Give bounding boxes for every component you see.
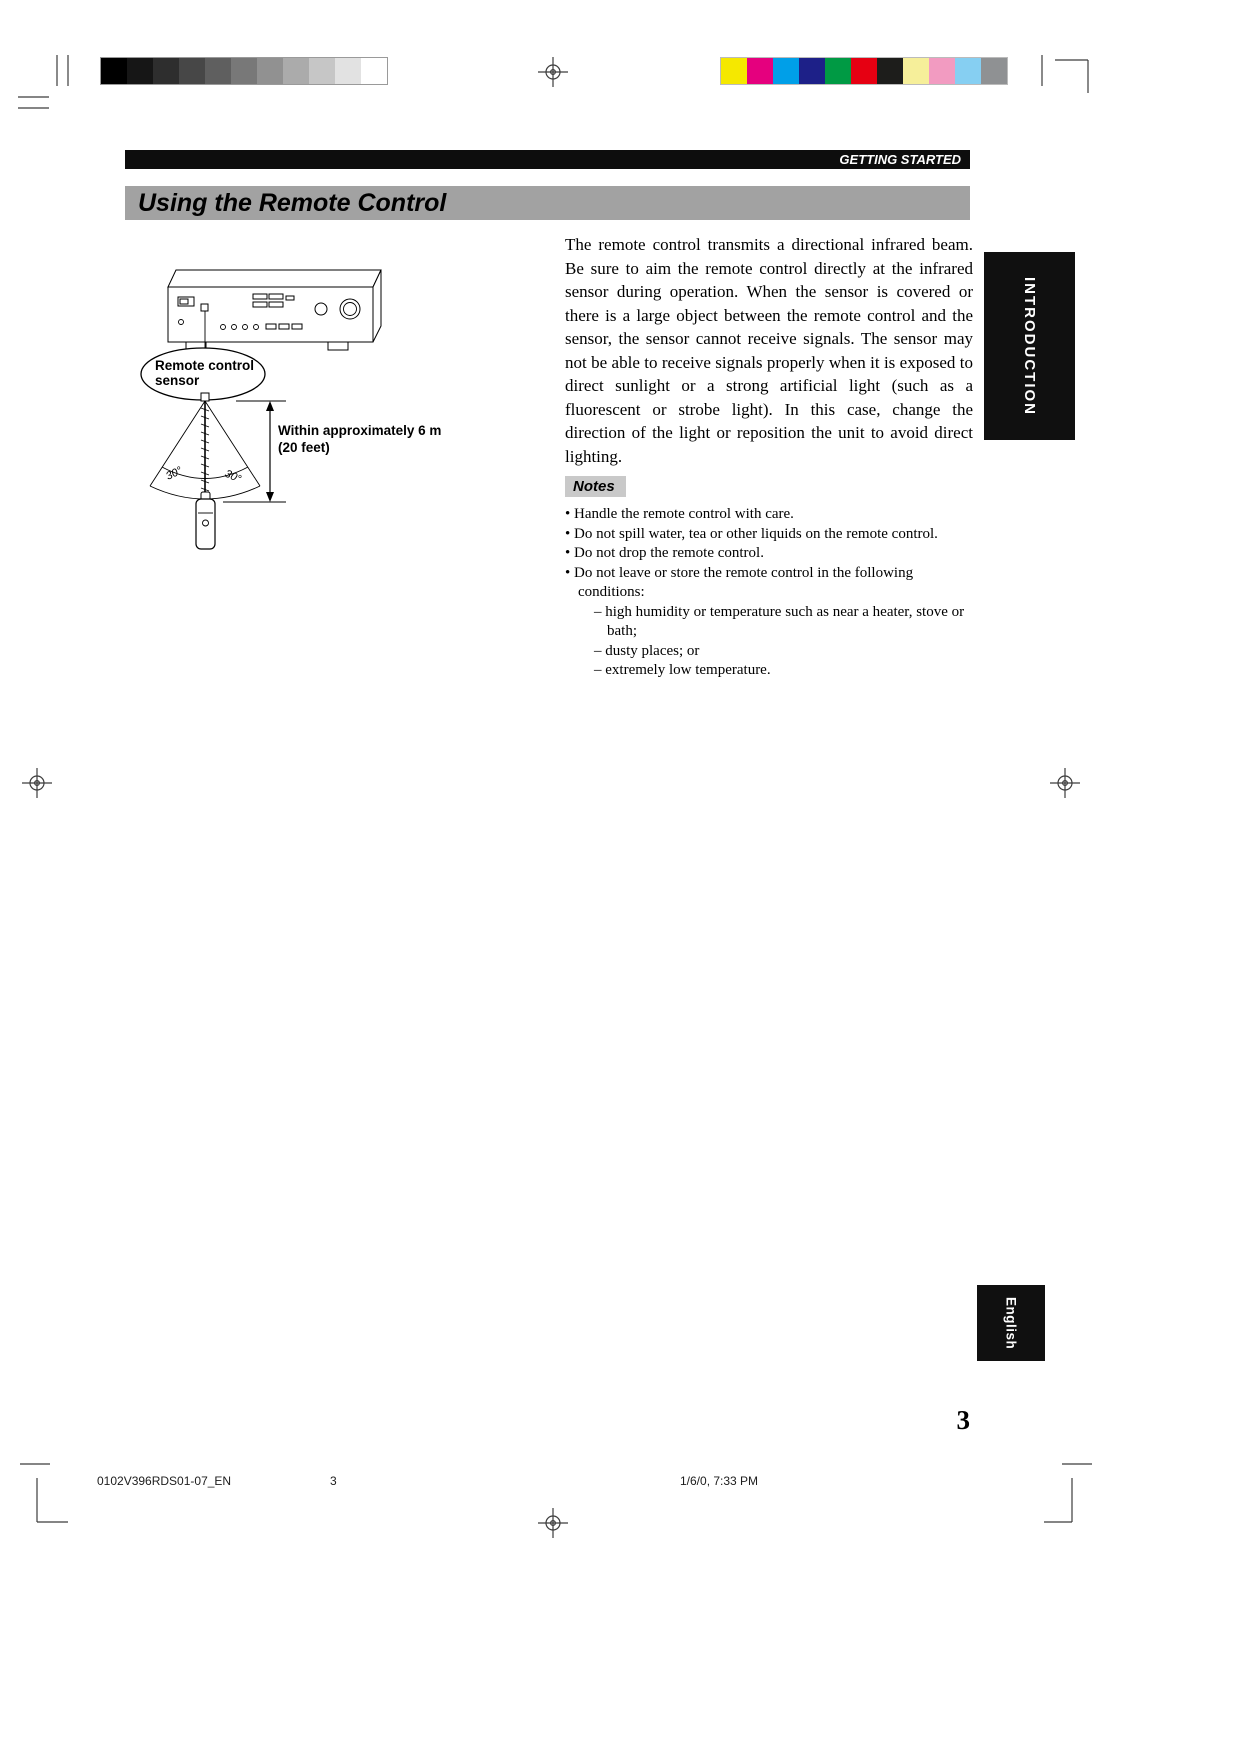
footer-doc-code: 0102V396RDS01-07_EN — [97, 1474, 232, 1488]
grayscale-swatch — [309, 58, 335, 84]
section-header-bar — [125, 150, 970, 169]
grayscale-swatch — [205, 58, 231, 84]
main-text-column — [565, 233, 973, 681]
remote-range-diagram — [128, 252, 528, 587]
color-swatch — [929, 58, 955, 84]
grayscale-swatch — [257, 58, 283, 84]
grayscale-swatch — [179, 58, 205, 84]
grayscale-swatch — [361, 58, 387, 84]
grayscale-swatch — [231, 58, 257, 84]
condition-item: – dusty places; or — [594, 642, 700, 659]
notes-list — [565, 505, 973, 603]
note-item: • Do not spill water, tea or other liquids on the remote control. — [565, 525, 973, 545]
color-swatch — [799, 58, 825, 84]
ir-sensor-icon — [201, 304, 208, 311]
grayscale-swatch — [283, 58, 309, 84]
angle-label-left: 30° — [164, 464, 185, 483]
condition-item: – high humidity or temperature such as near a heater, stove or bath; — [594, 603, 965, 639]
remote-illustration — [196, 492, 215, 549]
color-swatch — [877, 58, 903, 84]
intro-paragraph: The remote control transmits a directional infrared beam. Be sure to aim the remote control directly at the infrared sensor during operation. When the sensor is covered or there is a large object between the remote control and the sensor, the sensor cannot receive signals. The sensor may not be able to receive signals properly when it is exposed to direct sunlight or a strong artificial light (such as a fluorescent or strobe light). In this case, change the direction of the light or reposition the unit to avoid direct lighting. — [565, 235, 973, 466]
color-swatch — [747, 58, 773, 84]
conditions-list — [565, 603, 973, 681]
range-dimension-arrow — [223, 401, 441, 502]
color-swatch — [955, 58, 981, 84]
color-swatch — [773, 58, 799, 84]
registration-mark-icon — [538, 57, 568, 87]
footer-page: 3 — [330, 1474, 337, 1488]
note-item: • Do not drop the remote control. — [565, 544, 973, 564]
language-tab-english: English — [977, 1285, 1045, 1361]
page-number: 3 — [956, 1405, 970, 1435]
angle-label-right: 30° — [222, 467, 243, 486]
color-swatch — [981, 58, 1007, 84]
color-bar — [720, 57, 1008, 85]
registration-mark-icon — [22, 768, 52, 798]
registration-mark-icon — [538, 1508, 568, 1538]
section-label: GETTING STARTED — [839, 152, 961, 167]
note-item: • Handle the remote control with care. — [565, 505, 973, 525]
note-item: • Do not leave or store the remote control in the following conditions: — [565, 564, 973, 603]
condition-item: – extremely low temperature. — [594, 662, 771, 678]
range-label-line1: Within approximately 6 m — [278, 423, 442, 438]
color-swatch — [825, 58, 851, 84]
detection-cone — [150, 393, 260, 508]
grayscale-swatch — [127, 58, 153, 84]
sensor-callout-balloon — [141, 348, 265, 400]
registration-mark-icon — [1050, 768, 1080, 798]
color-swatch — [851, 58, 877, 84]
section-tab-introduction: INTRODUCTION — [984, 252, 1075, 440]
footer-datetime: 1/6/0, 7:33 PM — [680, 1474, 759, 1488]
grayscale-swatch — [335, 58, 361, 84]
sensor-label-line2: sensor — [155, 373, 200, 388]
color-swatch — [721, 58, 747, 84]
receiver-illustration — [168, 270, 381, 350]
color-swatch — [903, 58, 929, 84]
sensor-label-line1: Remote control — [155, 358, 255, 373]
notes-heading: Notes — [565, 476, 626, 497]
grayscale-bar — [100, 57, 388, 85]
grayscale-swatch — [101, 58, 127, 84]
range-label-line2: (20 feet) — [278, 440, 330, 455]
page-title: Using the Remote Control — [125, 186, 970, 220]
grayscale-swatch — [153, 58, 179, 84]
